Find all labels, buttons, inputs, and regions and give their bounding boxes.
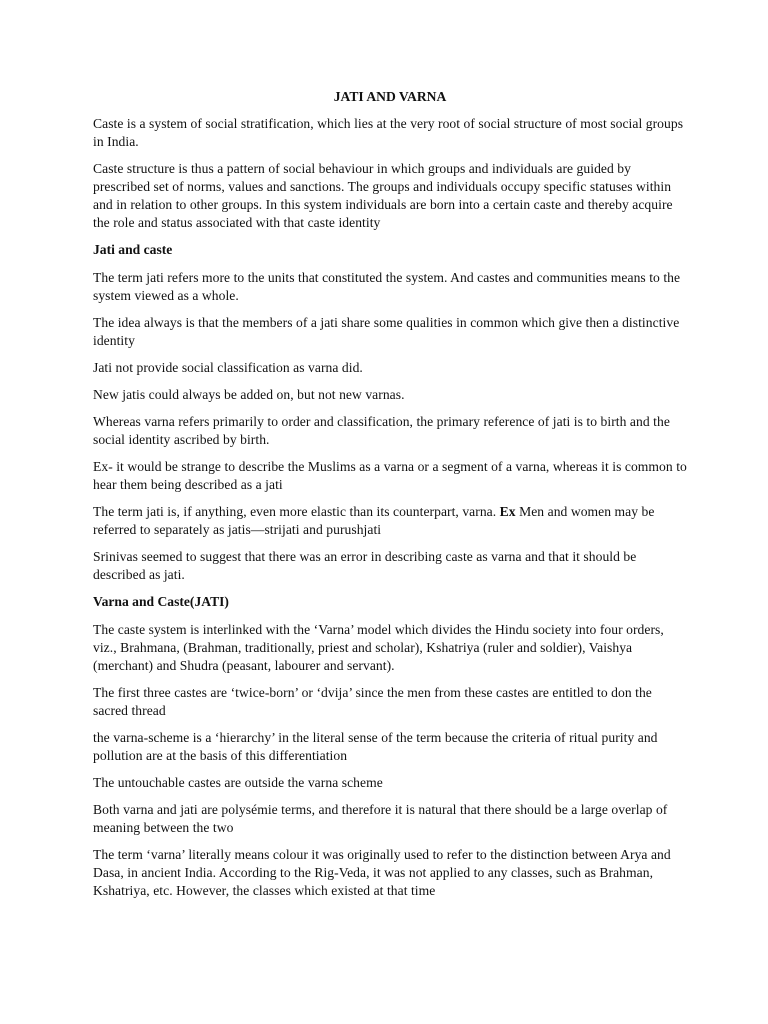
paragraph-caste-definition: Caste is a system of social stratification, which lies at the very root of social structure of most social groups in India.: [93, 116, 684, 149]
paragraph-varna-model: The caste system is interlinked with the ‘Varna’ model which divides the Hindu society into four orders, viz., Brahmana, (Brahman, traditionally, priest and scholar), Kshatriya (ruler and soldier), Vaishya (merchant) and Shudra (peasant, labourer and servant).: [93, 622, 664, 673]
paragraph-untouchable: The untouchable castes are outside the varna scheme: [93, 775, 383, 790]
paragraph-muslims-example: Ex- it would be strange to describe the Muslims as a varna or a segment of a varna, whereas it is common to hear them being described as a jati: [93, 459, 687, 492]
paragraph-new-jatis: New jatis could always be added on, but not new varnas.: [93, 387, 405, 402]
paragraph-jati-elastic-text-a: The term jati is, if anything, even more elastic than its counterpart, varna.: [93, 504, 500, 519]
paragraph-jati-classification: Jati not provide social classification as varna did.: [93, 360, 363, 375]
document-title: JATI AND VARNA: [333, 89, 447, 104]
paragraph-caste-structure: Caste structure is thus a pattern of social behaviour in which groups and individuals are guided by prescribed set of norms, values and sanctions. The groups and individuals occupy specific statuses within and in relation to other groups. In this system individuals are born into a certain caste and thereby acquire the role and status associated with that caste identity: [93, 161, 673, 230]
paragraph-jati-elastic-bold: Ex: [499, 504, 516, 519]
paragraph-twice-born: The first three castes are ‘twice-born’ or ‘dvija’ since the men from these castes are entitled to don the sacred thread: [93, 685, 652, 718]
section-heading-varna-and-caste: Varna and Caste(JATI): [93, 594, 229, 609]
document-body: [93, 88, 687, 909]
paragraph-polysemie: Both varna and jati are polysémie terms, and therefore it is natural that there should be a large overlap of meaning between the two: [93, 802, 668, 835]
paragraph-varna-colour: The term ‘varna’ literally means colour it was originally used to refer to the distinction between Arya and Dasa, in ancient India. According to the Rig-Veda, it was not applied to any classes, such as Brahman, Kshatriya, etc. However, the classes which existed at that time: [93, 847, 671, 898]
paragraph-jati-elastic: [93, 503, 687, 539]
section-heading-jati-and-caste: Jati and caste: [93, 242, 173, 257]
paragraph-term-jati: The term jati refers more to the units that constituted the system. And castes and communities means to the system viewed as a whole.: [93, 270, 681, 303]
paragraph-jati-identity: The idea always is that the members of a jati share some qualities in common which give then a distinctive identity: [93, 315, 680, 348]
paragraph-varna-vs-jati: Whereas varna refers primarily to order and classification, the primary reference of jati is to birth and the social identity ascribed by birth.: [93, 414, 670, 447]
paragraph-srinivas: Srinivas seemed to suggest that there was an error in describing caste as varna and that it should be described as jati.: [93, 549, 637, 582]
paragraph-jati-elastic-text-b: Men and women may be referred to separately as jatis—strijati and purushjati: [93, 504, 655, 537]
paragraph-varna-hierarchy: the varna-scheme is a ‘hierarchy’ in the literal sense of the term because the criteria of ritual purity and pollution are at the basis of this differentiation: [93, 730, 658, 763]
